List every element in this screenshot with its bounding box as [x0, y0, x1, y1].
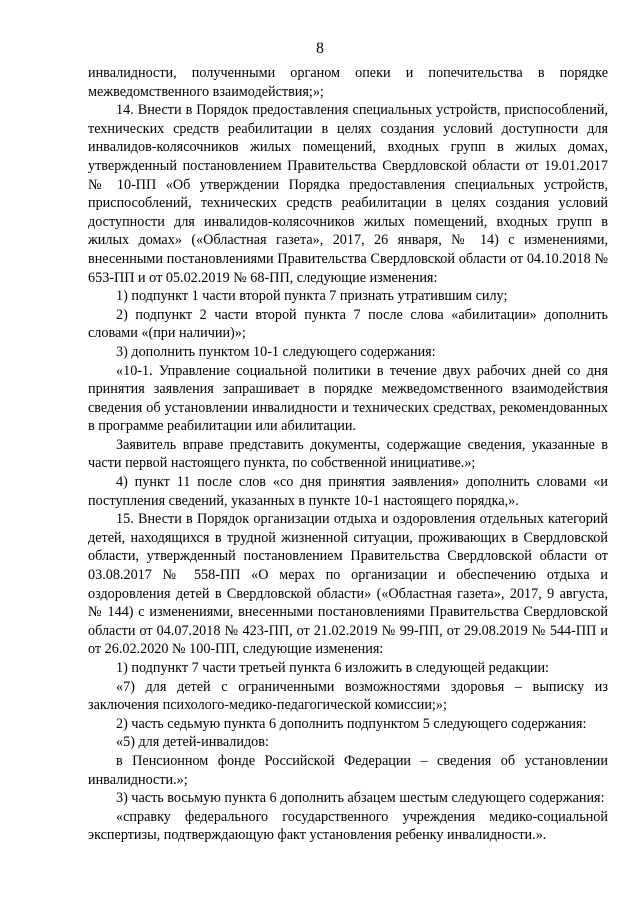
- paragraph: инвалидности, полученными органом опеки и попечительства в порядке межведомственного взаимодействия;»;: [88, 65, 608, 100]
- paragraph: 4) пункт 11 после слов «со дня принятия заявления» дополнить словами «и поступления сведений, указанных в пункте 10-1 настоящего порядка,».: [88, 474, 608, 509]
- paragraph: «7) для детей с ограниченными возможностями здоровья – выписку из заключения психолого-медико-педагогической комиссии;»;: [88, 678, 608, 714]
- paragraph: 1) подпункт 1 части второй пункта 7 признать утратившим силу;: [116, 288, 508, 305]
- paragraph: 15. Внести в Порядок организации отдыха и оздоровления отдельных категорий детей, находящихся в трудной жизненной ситуации, проживающих в Свердловской области, утвержденный постановлением Правительства Свердловской области от 03.08.2017 № 558-ПП «О мерах по организации и обеспечению отдыха и оздоровления детей в Свердловской области» («Областная газета», 2017, 9 августа, № 144) с изменениями, внесенными постановлениями Правительства Свердловской области от 04.07.2018 № 423-ПП, от 21.02.2019 № 99-ПП, от 29.08.2019 № 544-ПП и от 26.02.2020 № 100-ПП, следующие изменения:: [88, 511, 608, 658]
- paragraph: Заявитель вправе представить документы, содержащие сведения, указанные в части первой настоящего пункта, по собственной инициативе.»;: [88, 436, 608, 472]
- page-number: 8: [316, 40, 324, 57]
- paragraph: «справку федерального государственного учреждения медико-социальной экспертизы, подтверждающую факт установления ребенку инвалидности.».: [88, 808, 608, 844]
- paragraph: «5) для детей-инвалидов:: [116, 734, 269, 751]
- paragraph: 3) часть восьмую пункта 6 дополнить абзацем шестым следующего содержания:: [116, 790, 605, 807]
- paragraph: «10-1. Управление социальной политики в течение двух рабочих дней со дня принятия заявления запрашивает в порядке межведомственного взаимодействия сведения об установлении инвалидности и технических средствах, рекомендованных в программе реабилитации или абилитации.: [88, 362, 608, 435]
- paragraph: 2) подпункт 2 части второй пункта 7 после слова «абилитации» дополнить словами «(при наличии)»;: [88, 306, 608, 342]
- paragraph: 1) подпункт 7 части третьей пункта 6 изложить в следующей редакции:: [116, 660, 549, 676]
- paragraph: 3) дополнить пунктом 10-1 следующего содержания:: [116, 343, 436, 360]
- document-body: [88, 64, 608, 845]
- paragraph: 2) часть седьмую пункта 6 дополнить подпунктом 5 следующего содержания:: [116, 715, 587, 732]
- paragraph: в Пенсионном фонде Российской Федерации – сведения об установлении инвалидности.»;: [88, 752, 608, 788]
- paragraph: 14. Внести в Порядок предоставления специальных устройств, приспособлений, технических средств реабилитации в целях создания условий доступности для инвалидов-колясочников жилых помещений, входных групп в жилых домах, утвержденный постановлением Правительства Свердловской области от 19.01.2017 № 10-ПП «Об утверждении Порядка предоставления специальных устройств, приспособлений, технических средств реабилитации в целях создания условий доступности для инвалидов-колясочников жилых помещений, входных групп в жилых домах» («Областная газета», 2017, 26 января, № 14) с изменениями, внесенными постановлениями Правительства Свердловской области от 04.10.2018 № 653-ПП и от 05.02.2019 № 68-ПП, следующие изменения:: [88, 102, 608, 286]
